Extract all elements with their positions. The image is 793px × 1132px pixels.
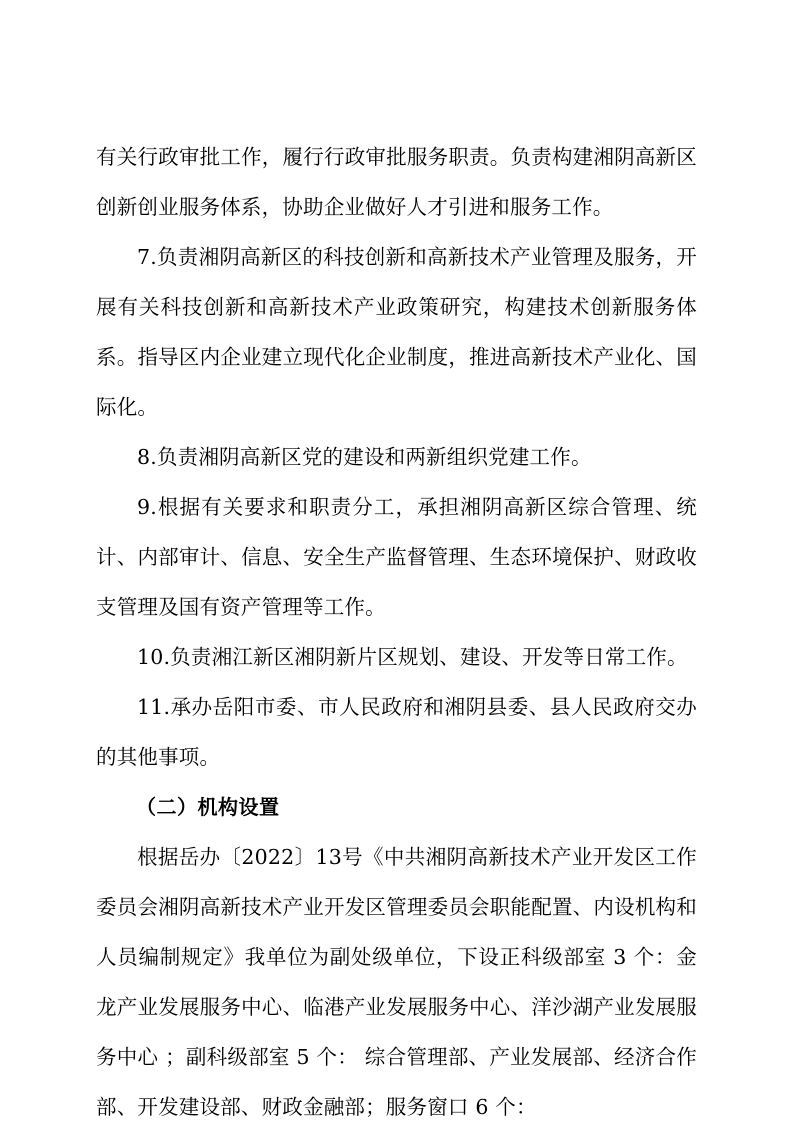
paragraph-item-11: 11.承办岳阳市委、市人民政府和湘阴县委、县人民政府交办的其他事项。 bbox=[96, 695, 697, 769]
paragraph-organization-setup: 根据岳办〔2022〕13号《中共湘阴高新技术产业开发区工作委员会湘阴高新技术产业开发区管理委员会职能配置、内设机构和人员编制规定》我单位为副处级单位，下设正科级部室 3 个：金龙产业发展服务中心、临港产业发展服务中心、洋沙湖产业发展服务中心 ；副科级部室 5 个： 综合管理部、产业发展部、经济合作部、开发建设部、财政金融部；服务窗口 6 个： bbox=[96, 845, 697, 1119]
section-heading: （二）机构设置 bbox=[136, 795, 280, 819]
paragraph-item-9: 9.根据有关要求和职责分工，承担湘阴高新区综合管理、统计、内部审计、信息、安全生产监督管理、生态环境保护、财政收支管理及国有资产管理等工作。 bbox=[96, 495, 697, 619]
document-body bbox=[96, 132, 697, 1132]
paragraph-item-8: 8.负责湘阴高新区党的建设和两新组织党建工作。 bbox=[137, 445, 592, 469]
paragraph-item-7: 7.负责湘阴高新区的科技创新和高新技术产业管理及服务，开展有关科技创新和高新技术产业政策研究，构建技术创新服务体系。指导区内企业建立现代化企业制度，推进高新技术产业化、国际化。 bbox=[96, 245, 697, 419]
paragraph-item-10: 10.负责湘江新区湘阴新片区规划、建设、开发等日常工作。 bbox=[137, 645, 688, 669]
paragraph-continued: 有关行政审批工作，履行行政审批服务职责。负责构建湘阴高新区创新创业服务体系，协助企业做好人才引进和服务工作。 bbox=[96, 145, 697, 219]
